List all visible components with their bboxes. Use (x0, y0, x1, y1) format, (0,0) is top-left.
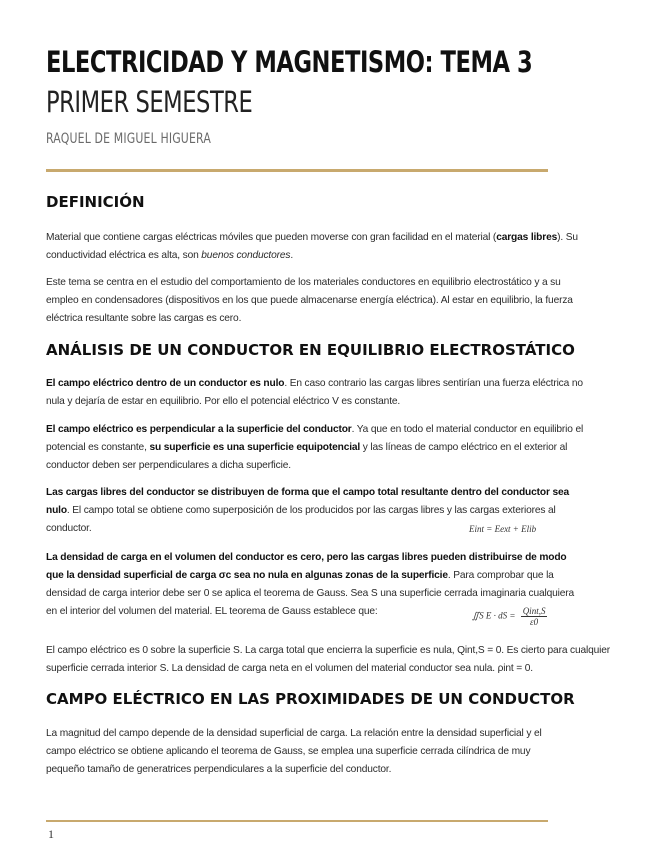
paragraph-analisis-5: El campo eléctrico es 0 sobre la superficie S. La carga total que encierra la superficie es nula, Qint,S = 0. Es cierto para cualquier superficie cerrada interior S. La densidad de carga neta en el volumen del material conductor sea nula. ρint = 0. (46, 645, 611, 674)
paragraph-definicion-2: Este tema se centra en el estudio del comportamiento de los materiales conductores en equilibrio electrostático y a su empleo en condensadores (dispositivos en los que puede almacenarse energía eléctrica). Al estar en equilibrio, la fuerza eléctrica resultante sobre las cargas es cero. (46, 277, 573, 324)
paragraph-analisis-4: La densidad de carga en el volumen del conductor es cero, pero las cargas libres pueden distribuirse de modo que la densidad superficial de carga σc sea no nula en algunas zonas de la superficie. Para comprobar que la densidad de carga interior debe ser 0 se aplica el teorema de Gauss. Sea S una superficie cerrada imaginaria cualquiera en el interior del volumen del material. EL teorema de Gauss establece que: (46, 552, 575, 617)
document-title: ELECTRICIDAD Y MAGNETISMO: TEMA 3 (46, 45, 533, 79)
paragraph-campo-1: La magnitud del campo depende de la densidad superficial de carga. La relación entre la densidad superficial y el campo eléctrico se obtiene aplicando el teorema de Gauss, se emplea una superficie cerrada cilíndrica de muy pequeño tamaño de generatrices perpendiculares a la superficie del conductor. (46, 728, 542, 775)
paragraph-definicion-1: Material que contiene cargas eléctricas móviles que pueden moverse con gran facilidad en el material (cargas libres). Su conductividad eléctrica es alta, son buenos conductores. (46, 232, 578, 261)
footer-divider (46, 820, 548, 822)
section-heading-campo: CAMPO ELÉCTRICO EN LAS PROXIMIDADES DE UN CONDUCTOR (46, 690, 575, 708)
paragraph-analisis-2: El campo eléctrico es perpendicular a la superficie del conductor. Ya que en todo el material conductor en equilibrio el potencial es constante, su superficie es una superficie equipotencial y las líneas de campo eléctrico en el exterior al conductor deben ser perpendiculares a dicha superficie. (46, 424, 584, 471)
equation-gauss-theorem: ∬S E · dS = $\frac{\text{Qint,S}}{\varepsilon 0}$ (472, 606, 546, 627)
paragraph-analisis-1: El campo eléctrico dentro de un conductor es nulo. En caso contrario las cargas libres sentirían una fuerza eléctrica no nula y dejaría de estar en equilibrio. Por ello el potencial eléctrico V es constante. (46, 378, 583, 407)
section-heading-definicion: DEFINICIÓN (46, 193, 145, 211)
document-subtitle: PRIMER SEMESTRE (46, 85, 253, 119)
author-name: RAQUEL DE MIGUEL HIGUERA (46, 131, 211, 147)
header-divider (46, 169, 548, 172)
equation-field-superposition: Eint = Eext + Elib (469, 524, 537, 534)
section-heading-analisis: ANÁLISIS DE UN CONDUCTOR EN EQUILIBRIO ELECTROSTÁTICO (46, 341, 575, 359)
paragraph-analisis-3: Las cargas libres del conductor se distribuyen de forma que el campo total resultante dentro del conductor sea nulo. El campo total se obtiene como superposición de los producidos por las cargas libres y las cargas exteriores al conductor. (46, 487, 570, 534)
page-number: 1 (48, 827, 54, 841)
